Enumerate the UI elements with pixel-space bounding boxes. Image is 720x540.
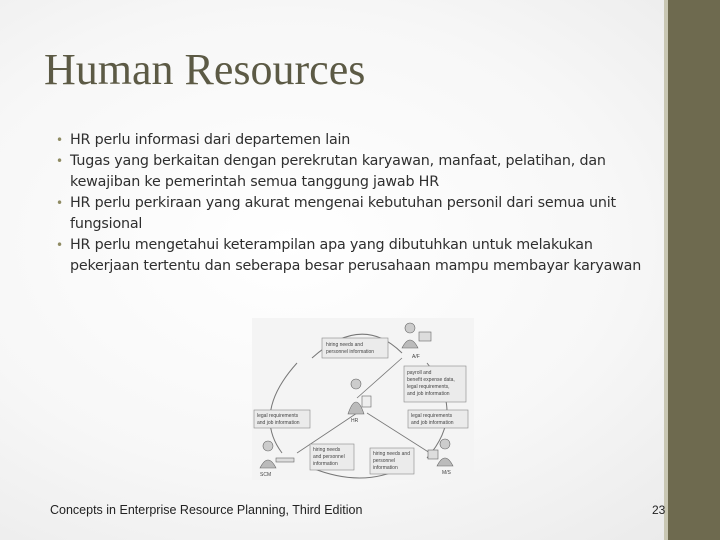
svg-text:hiring needs: hiring needs — [313, 447, 341, 453]
box-left — [254, 410, 310, 428]
bullet-item — [52, 130, 642, 151]
hr-information-flow-diagram — [252, 318, 474, 480]
box-bottom-right — [370, 448, 414, 474]
bullet-list — [52, 130, 642, 277]
footer-text: Concepts in Enterprise Resource Planning, Third Edition — [50, 503, 363, 517]
bullet-item — [52, 151, 642, 193]
diagram-svg — [252, 318, 474, 480]
link-hr-af — [357, 358, 402, 398]
svg-text:A/F: A/F — [412, 354, 420, 360]
svg-text:and job information: and job information — [411, 420, 454, 426]
box-top — [322, 338, 388, 358]
svg-text:legal requirements: legal requirements — [411, 413, 453, 419]
bullet-text: HR perlu perkiraan yang akurat mengenai kebutuhan personil dari semua unit fungsional — [70, 195, 616, 232]
bullet-text: HR perlu mengetahui keterampilan apa yang dibutuhkan untuk melakukan pekerjaan tertentu dan seberapa besar perusahaan mampu membayar karyawan — [70, 237, 642, 274]
bullet-text: Tugas yang berkaitan dengan perekrutan karyawan, manfaat, pelatihan, dan kewajiban ke pemerintah semua tanggung jawab HR — [70, 153, 606, 190]
svg-text:and job information: and job information — [407, 391, 450, 397]
bullet-item — [52, 193, 642, 235]
right-accent-bar — [668, 0, 720, 540]
svg-text:and job information: and job information — [257, 420, 300, 426]
person-af-icon — [402, 323, 431, 360]
bullet-icon: • — [56, 154, 63, 168]
svg-text:payroll and: payroll and — [407, 370, 432, 376]
svg-text:information: information — [313, 461, 338, 467]
box-right-top — [404, 366, 466, 402]
bullet-icon: • — [56, 196, 63, 210]
svg-text:legal requirements: legal requirements — [257, 413, 299, 419]
svg-text:and personnel: and personnel — [313, 454, 345, 460]
box-bottom-left — [310, 444, 354, 470]
page-number: 23 — [652, 503, 666, 517]
slide-title: Human Resources — [44, 45, 366, 94]
svg-text:information: information — [373, 465, 398, 471]
svg-text:SCM: SCM — [260, 472, 272, 478]
person-hr-icon — [348, 379, 371, 424]
person-scm-icon — [260, 441, 294, 478]
box-right — [408, 410, 468, 428]
svg-text:M/S: M/S — [442, 470, 451, 476]
bullet-icon: • — [56, 238, 63, 252]
svg-text:personnel: personnel — [373, 458, 395, 464]
svg-text:personnel information: personnel information — [326, 349, 375, 355]
person-ms-icon — [428, 439, 453, 476]
svg-text:hiring needs and: hiring needs and — [326, 342, 363, 348]
bullet-icon: • — [56, 133, 63, 147]
arrow-left — [270, 363, 297, 453]
svg-text:HR: HR — [351, 418, 359, 424]
bullet-item — [52, 235, 642, 277]
svg-text:benefit expense data,: benefit expense data, — [407, 377, 455, 383]
svg-text:legal requirements,: legal requirements, — [407, 384, 450, 390]
svg-text:hiring needs and: hiring needs and — [373, 451, 410, 457]
bullet-text: HR perlu informasi dari departemen lain — [70, 132, 351, 148]
